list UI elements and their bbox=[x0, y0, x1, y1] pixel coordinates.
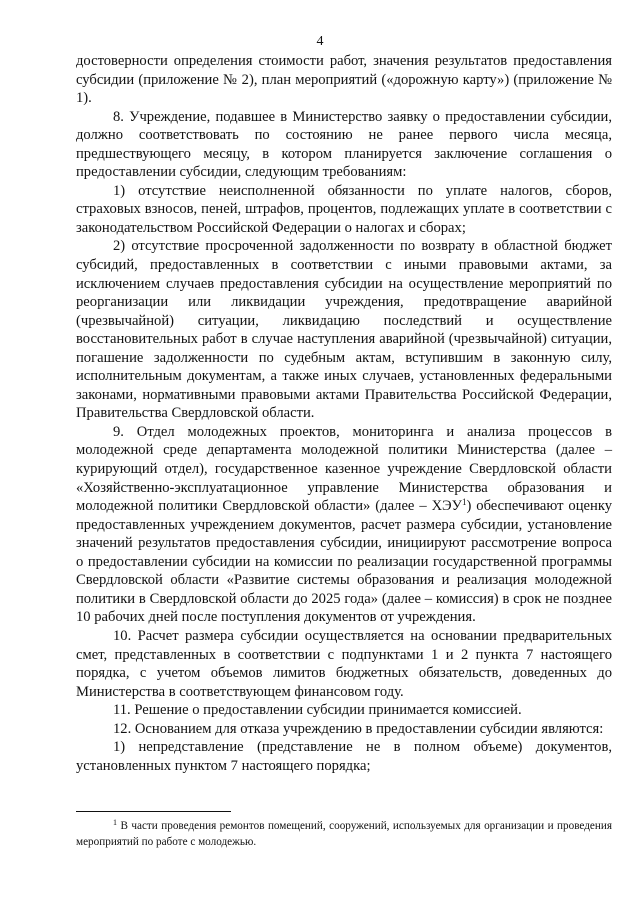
paragraph-item-9-text-after: ) обеспечивают оценку предоставленных учреждением документов, расчет размера субсидии, установление значений результатов предоставления субсидии, инициируют рассмотрение вопроса о предоставлении субсидии на комиссии по реализации государственной программы Свердловской области «Развитие системы образования и реализация молодежной политики в Свердловской области до 2025 года» (далее – комиссия) в срок не позднее 10 рабочих дней после поступления документов от учреждения. bbox=[76, 498, 612, 626]
paragraph-subitem-8-1: 1) отсутствие неисполненной обязанности по уплате налогов, сборов, страховых взносов, пеней, штрафов, процентов, подлежащих уплате в соответствии с законодательством Российской Федерации о налогах и сборах; bbox=[76, 182, 612, 236]
paragraph-item-9 bbox=[76, 423, 612, 627]
footnote-mark: 1 bbox=[113, 818, 117, 827]
document-body bbox=[76, 52, 612, 775]
paragraph-item-9-text-before: 9. Отдел молодежных проектов, мониторинга и анализа процессов в молодежной среде департамента молодежной политики Министерства (далее – курирующий отдел), государственное казенное учреждение Свердловской области «Хозяйственно-эксплуатационное управление Министерства образования и молодежной политики Свердловской области» (далее – ХЭУ bbox=[76, 423, 612, 515]
paragraph-subitem-8-2: 2) отсутствие просроченной задолженности по возврату в областной бюджет субсидий, предоставленных в соответствии с иными правовыми актами, за исключением случаев предоставления субсидии на осуществление мероприятий по реорганизации или ликвидации учреждения, предотвращение аварийной (чрезвычайной) ситуации, ликвидацию последствий и осуществление восстановительных работ в случае наступления аварийной (чрезвычайной) ситуации, погашение задолженности по судебным актам, вступившим в законную силу, исполнительным документам, а также иных случаев, установленных федеральными законами, нормативными правовыми актами Правительства Российской Федерации, Правительства Свердловской области. bbox=[76, 238, 612, 422]
paragraph-item-11: 11. Решение о предоставлении субсидии принимается комиссией. bbox=[113, 702, 522, 719]
footnote bbox=[76, 818, 612, 850]
footnote-text: В части проведения ремонтов помещений, сооружений, используемых для организации и проведения мероприятий по работе с молодежью. bbox=[76, 820, 613, 848]
paragraph-item-8: 8. Учреждение, подавшее в Министерство заявку о предоставлении субсидии, должно соответствовать по состоянию не ранее первого числа месяца, предшествующего месяцу, в котором планируется заключение соглашения о предоставлении субсидии, следующим требованиям: bbox=[76, 108, 612, 181]
footnote-separator bbox=[76, 811, 231, 812]
page-number: 4 bbox=[316, 34, 324, 49]
paragraph-continuation: достоверности определения стоимости работ, значения результатов предоставления субсидии (приложение № 2), план мероприятий («дорожную карту») (приложение № 1). bbox=[76, 53, 612, 107]
footnote-reference: 1 bbox=[461, 497, 467, 508]
paragraph-item-12: 12. Основанием для отказа учреждению в предоставлении субсидии являются: bbox=[113, 720, 604, 737]
paragraph-subitem-12-1: 1) непредставление (представление не в полном объеме) документов, установленных пунктом 7 настоящего порядка; bbox=[76, 739, 612, 774]
paragraph-item-10: 10. Расчет размера субсидии осуществляется на основании предварительных смет, представленных в соответствии с подпунктами 1 и 2 пункта 7 настоящего порядка, с учетом объемов лимитов бюджетных обязательств, доведенных до Министерства в соответствующем финансовом году. bbox=[76, 627, 612, 700]
